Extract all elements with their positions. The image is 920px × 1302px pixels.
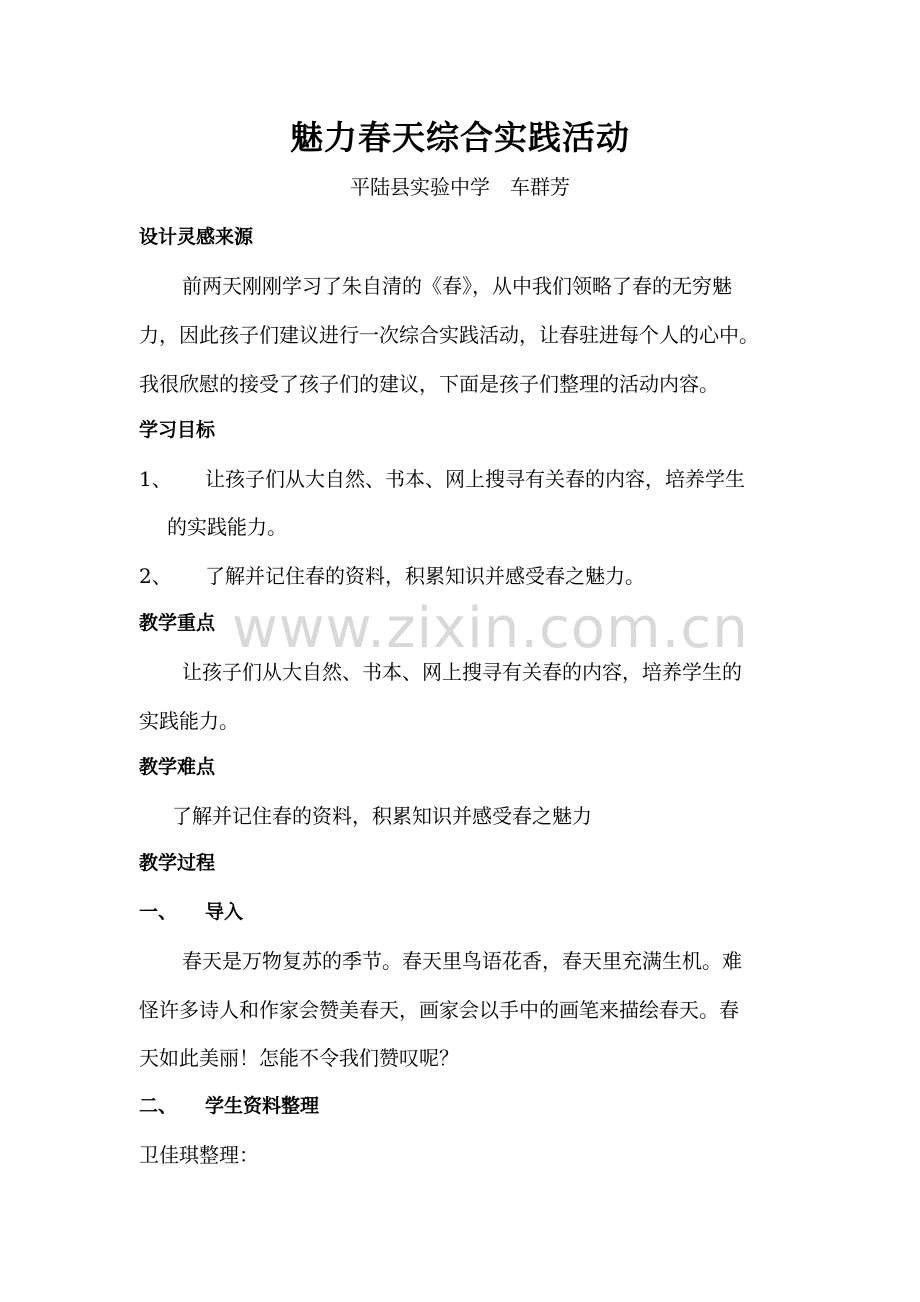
goal-1-line-1: 让孩子们从大自然、书本、网上搜寻有关春的内容，培养学生 xyxy=(205,467,745,491)
document-title: 魅力春天综合实践活动 xyxy=(290,118,630,157)
step-2-title: 学生资料整理 xyxy=(205,1095,320,1117)
inspiration-line-1: 前两天刚刚学习了朱自清的《春》，从中我们领略了春的无穷魅 xyxy=(182,274,732,298)
step-1-line-3: 天如此美丽！怎能不令我们赞叹呢？ xyxy=(139,1046,459,1070)
inspiration-line-3: 我很欣慰的接受了孩子们的建议，下面是孩子们整理的活动内容。 xyxy=(139,372,719,396)
key-points-line-2: 实践能力。 xyxy=(139,709,239,733)
step-2-line-1: 卫佳琪整理： xyxy=(139,1143,259,1167)
difficulties-line-1: 了解并记住春的资料，积累知识并感受春之魅力 xyxy=(172,804,592,828)
key-points-line-1: 让孩子们从大自然、书本、网上搜寻有关春的内容，培养学生的 xyxy=(182,660,742,684)
step-1-title: 导入 xyxy=(205,901,244,923)
goal-2-number: 2、 xyxy=(139,564,172,588)
step-1-line-2: 怪许多诗人和作家会赞美春天，画家会以手中的画笔来描绘春天。春 xyxy=(139,998,739,1022)
heading-inspiration: 设计灵感来源 xyxy=(139,226,254,248)
author-line: 平陆县实验中学 车群芳 xyxy=(350,175,570,199)
inspiration-line-2: 力，因此孩子们建议进行一次综合实践活动，让春驻进每个人的心中。 xyxy=(139,323,759,347)
heading-goals: 学习目标 xyxy=(139,419,216,441)
watermark-text: www.zixin.com.cn xyxy=(232,596,749,661)
goal-1-number: 1、 xyxy=(139,467,172,491)
step-2-number: 二、 xyxy=(139,1095,178,1117)
step-1-line-1: 春天是万物复苏的季节。春天里鸟语花香，春天里充满生机。难 xyxy=(182,949,742,973)
step-1-number: 一、 xyxy=(139,901,178,923)
goal-2-line-1: 了解并记住春的资料，积累知识并感受春之魅力。 xyxy=(205,564,645,588)
goal-1-line-2: 的实践能力。 xyxy=(167,515,287,539)
heading-process: 教学过程 xyxy=(139,852,216,874)
heading-difficulties: 教学难点 xyxy=(139,756,216,778)
heading-key-points: 教学重点 xyxy=(139,612,216,634)
